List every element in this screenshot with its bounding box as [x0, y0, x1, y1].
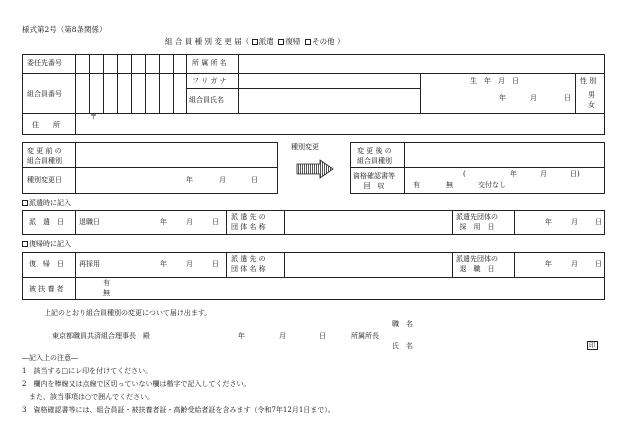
return-org-label: 派 遣 先 の 団 体 名 称 [231, 255, 266, 273]
after-type-field[interactable] [405, 143, 604, 166]
retire-day-unit: 日 [595, 260, 602, 268]
birthdate-label: 生 年 月 日 [470, 77, 519, 85]
dispatch-date-field[interactable] [76, 211, 225, 234]
dispatch-org-field[interactable] [285, 211, 451, 234]
retire-month-unit: 月 [571, 260, 578, 268]
before-type-label: 変 更 前 の 組合員種別 [27, 147, 62, 166]
dependent-no[interactable]: 無 [103, 289, 110, 297]
hire-day-unit: 日 [595, 218, 602, 226]
cert-label: 資格確認書等 回 収 [353, 172, 395, 191]
arrow-label: 種別変更 [291, 143, 319, 151]
seal-mark: 印 [589, 341, 596, 349]
return-retire-label: 派遣先団体の 退 職 日 [456, 255, 498, 273]
hire-month-unit: 月 [571, 218, 578, 226]
after-type-label: 変 更 後 の 組合員種別 [357, 147, 392, 166]
dispatch-hire-label: 派遣先団体の 採 用 日 [456, 213, 498, 231]
cert-option-none[interactable]: 交付なし [478, 181, 506, 189]
before-type-field[interactable] [76, 143, 277, 166]
dispatch-date-label: 派 遣 日 [29, 218, 64, 226]
checkbox-return[interactable]: 復帰 [278, 37, 300, 46]
position-label: 職 名 [392, 320, 413, 328]
member-name-label: 組合員氏名 [189, 96, 224, 104]
cert-month-unit: 月 [540, 170, 547, 178]
cert-option-yes[interactable]: 有 [413, 181, 420, 189]
change-date-field[interactable] [76, 168, 277, 193]
return-day-unit: 日 [212, 260, 219, 268]
change-month-unit: 月 [219, 176, 226, 184]
cert-year-unit: 年 [510, 170, 517, 178]
return-year-unit: 年 [160, 260, 167, 268]
gender-label: 性 別 [580, 77, 597, 85]
declaration-day-unit: 日 [319, 332, 326, 340]
dispatch-day-unit: 日 [212, 218, 219, 226]
return-retire-field[interactable] [515, 253, 604, 276]
dependent-label: 被 扶 養 者 [29, 285, 64, 293]
return-date-field[interactable] [76, 253, 225, 276]
birthdate-field[interactable] [421, 74, 574, 112]
gender-female[interactable]: 女 [588, 101, 595, 109]
entrusted-number-cells[interactable] [76, 55, 185, 72]
change-day-unit: 日 [251, 176, 258, 184]
return-rehire-label: 再採用 [79, 260, 100, 268]
checkbox-dispatch[interactable]: 派遣 [252, 37, 274, 46]
office-head-label: 所属所長 [351, 332, 379, 340]
notes-heading: ―記入上の注意― [22, 354, 78, 362]
cert-option-no[interactable]: 無 [446, 181, 453, 189]
note-item: また、該当事項は○で囲んでください。 [22, 393, 155, 401]
signature-field[interactable] [420, 318, 585, 350]
right-arrow-icon [296, 159, 334, 179]
affiliation-label: 所 属 所 名 [192, 59, 227, 67]
dispatch-month-unit: 月 [186, 218, 193, 226]
note-item: 2 欄内を棒線又は点線で区切っていない欄は楷字で記入してください。 [22, 380, 251, 388]
birth-year-unit: 年 [499, 94, 506, 102]
return-date-label: 復 帰 日 [29, 260, 64, 268]
gender-male[interactable]: 男 [588, 91, 595, 99]
dispatch-year-unit: 年 [160, 218, 167, 226]
checkbox-other[interactable]: その他 [305, 37, 335, 46]
dispatch-hire-field[interactable] [515, 211, 604, 234]
member-name-field[interactable] [239, 89, 419, 112]
affiliation-field[interactable] [239, 55, 604, 72]
dependent-yes[interactable]: 有 [103, 279, 110, 287]
postal-mark: 〒 [90, 113, 97, 121]
dispatch-heading: 派遣時に記入 [22, 200, 71, 207]
change-year-unit: 年 [186, 176, 193, 184]
form-number: 様式第2号（第8条関係） [22, 25, 107, 34]
title-text: 組 合 員 種 別 変 更 届（ [165, 37, 250, 46]
note-item: 3 資格確認書等には、組合員証・被扶養者証・高齢受給者証を含みます（令和7年12月1日まで）。 [22, 406, 335, 414]
member-number-label: 組合員番号 [27, 90, 62, 98]
cert-paren-open: ( [463, 170, 466, 178]
note-item: 1 該当する□にレ印を付けてください。 [22, 367, 153, 375]
dispatch-org-label: 派 遣 先 の 団 体 名 称 [231, 213, 266, 231]
return-month-unit: 月 [186, 260, 193, 268]
return-heading: 復帰時に記入 [22, 241, 71, 248]
hire-year-unit: 年 [545, 218, 552, 226]
declaration-month-unit: 月 [279, 332, 286, 340]
retire-year-unit: 年 [545, 260, 552, 268]
title-close: ） [337, 37, 345, 46]
return-org-field[interactable] [285, 253, 451, 276]
birth-day-unit: 日 [564, 94, 571, 102]
entrusted-number-label: 委任先番号 [27, 59, 62, 67]
declaration-year-unit: 年 [238, 332, 245, 340]
address-label: 住 所 [32, 121, 60, 129]
change-date-label: 種別変更日 [27, 176, 62, 184]
addressee: 東京都職員共済組合理事長 殿 [52, 332, 150, 340]
furigana-label: フ リ ガ ナ [192, 77, 227, 85]
furigana-field[interactable] [239, 74, 419, 87]
dispatch-retire-label: 退職日 [79, 218, 100, 226]
member-number-cells[interactable] [76, 74, 185, 112]
declaration-text: 上記のとおり組合員種別の変更について届け出ます。 [44, 309, 212, 317]
form-title [165, 38, 345, 46]
birth-month-unit: 月 [530, 94, 537, 102]
address-field[interactable] [76, 114, 604, 134]
name-label: 氏 名 [392, 342, 413, 350]
cert-paren-close: 日) [570, 170, 580, 178]
